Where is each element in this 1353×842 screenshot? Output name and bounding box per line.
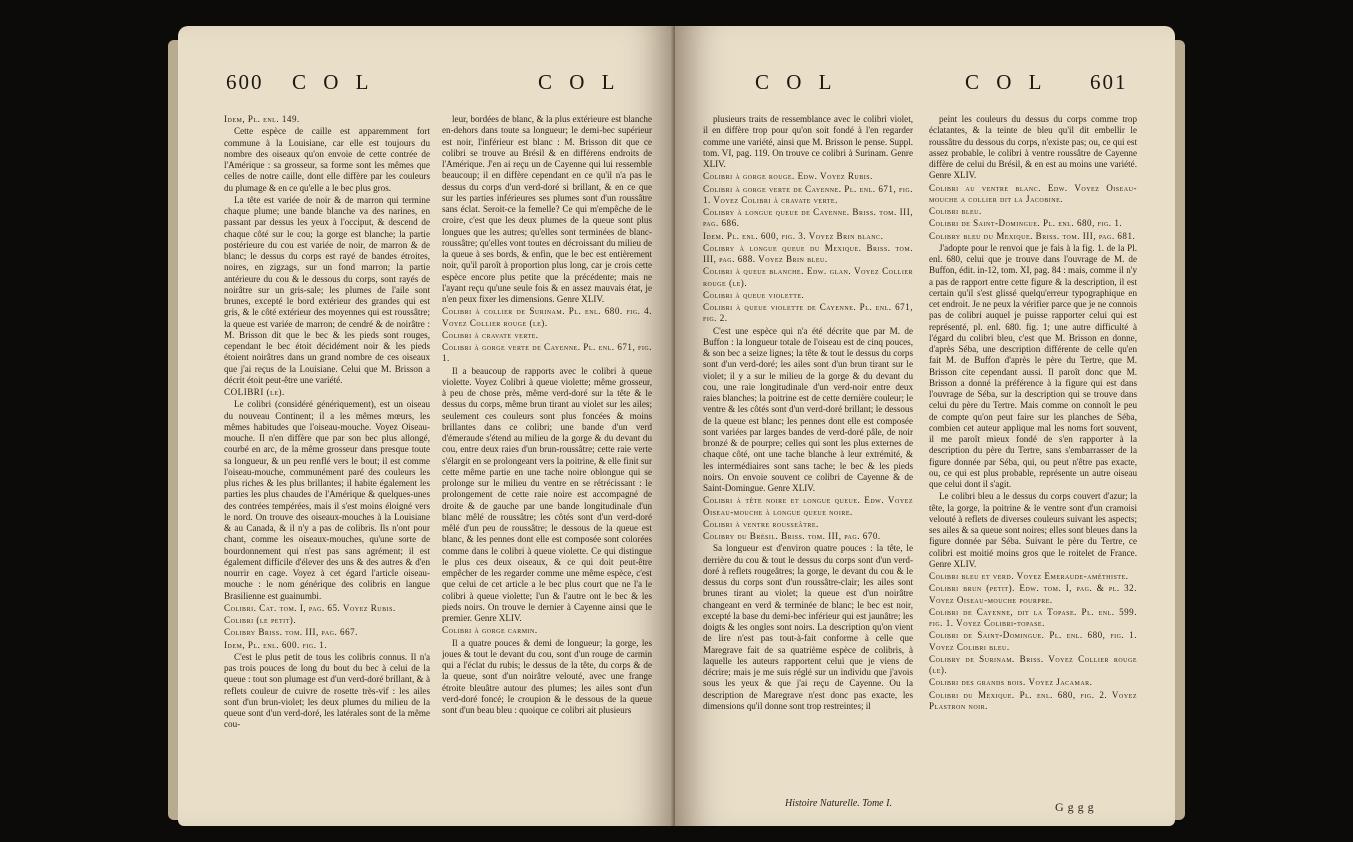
paragraph: Cette espèce de caille est apparemment fort commune à la Louisiane, car elle est toujours du nombre des oiseaux qu'on envoie de cette contrée de l'Amérique : sa grosseur, sa forme sont les mêmes que celles de notre caille, dont elle diffère par les couleurs du plumage & en ce qu'elle a le bec plus gros. — [224, 126, 430, 193]
paragraph: Colibri de Cayenne, dit la Topase. Pl. enl. 599. fig. 1. Voyez Colibri-topase. — [929, 606, 1137, 628]
paragraph: Colibry à longue queue de Cayenne. Briss. tom. III, pag. 686. — [703, 207, 913, 229]
paragraph: leur, bordées de blanc, & la plus extérieure est blanche en-dehors dans toute sa longueur; le demi-bec supérieur est noir, l'inférieur est blanc : M. Brisson dit que ce colibri se trouve au Brésil & en différens endroits de l'Amérique. J'en ai reçu un de Cayenne qui lui ressemble beaucoup; il en diffère cependant en ce qu'il n'a pas le dessus du corps d'un verd-doré si brillant, & en ce que sur les parties inférieures ses plumes sont d'un roussâtre sans éclat. Seroit-ce la femelle? Ce qui m'empêche de le croire, c'est que les deux plumes de la queue sont plus longues que les autres; qu'elles sont terminées de blanc-roussâtre; qu'elles vont toutes en décroissant du milieu de la queue à ses bords, & enfin, que le bec est entièrement noir, qu'il paroît à proportion plus long, car je crois cette espèce encore plus petite que la précédente; mais ne l'ayant reçu qu'une seule fois & en assez mauvais état, je n'en peux fixer les dimensions. Genre XLIV. — [442, 114, 652, 304]
left-running-title-2: C O L — [538, 70, 621, 94]
paragraph: Le colibri bleu a le dessus du corps couvert d'azur; la tête, la gorge, la poitrine & le ventre sont d'un cramoisi velouté à reflets de diverses couleurs suivant les aspects; ses ailes & sa queue sont noires; elles sont bleues dans la figure donnée par Séba. Suivant le père du Tertre, ce colibri est moitié moins gros que le roitelet de France. Genre XLIV. — [929, 491, 1137, 569]
paragraph: La tête est variée de noir & de marron qui termine chaque plume; une bande blanche va des narines, en passant par dessus les yeux à l'occiput, & descend de chaque côté sur le cou; la gorge est blanche; la partie postérieure du cou est variée de noir, de marron & de blanc; le dessus du corps est rayé de bandes étroites, noires, en zigzags, sur un fond marron; la partie antérieure du cou & le dessous du corps, sont rayés de noirâtre sur un gris-sale; les plumes de l'aile sont brunes, excepté le bord extérieur des grandes qui est gris, & le côté extérieur des moyennes qui est roussâtre; la queue est variée de marron; de cendré & de noirâtre : M. Brisson dit que le bec & les pieds sont rouges, cependant le bec étoit décidément noir & les pieds étoient noirâtres dans un grand nombre de ces oiseaux que j'ai reçus de la Louisiane. Celui que M. Brisson a décrit étoit peut-être une variété. — [224, 194, 430, 385]
paragraph: Colibri à queue violette. — [703, 289, 805, 300]
paragraph: Colibri à tête noire et longue queue. Edw. Voyez Oiseau-mouche à longue queue noire. — [703, 495, 913, 517]
paragraph: Colibri à queue violette de Cayenne. Pl. enl. 671, fig. 2. — [703, 302, 913, 324]
paragraph: Colibry Briss. tom. III, pag. 667. — [224, 627, 358, 638]
paragraph: Colibri à gorge verte de Cayenne. Pl. enl. 671, fig. 1. Voyez Colibri à cravate verte. — [703, 183, 913, 205]
paragraph: Colibri bleu et verd. Voyez Emeraude-améthiste. — [929, 571, 1129, 581]
paragraph: Colibri au ventre blanc. Edw. Voyez Oiseau-mouche a collier dit la Jacobine. — [929, 182, 1137, 204]
paragraph: Colibri à queue blanche. Edw. glan. Voyez Collier rouge (le). — [703, 266, 913, 288]
paragraph: Colibri (le petit). — [224, 615, 297, 625]
right-column-a — [703, 114, 913, 794]
paragraph: Colibri des grands bois. Voyez Jacamar. — [929, 677, 1093, 688]
paragraph: Sa longueur est d'environ quatre pouces : la tête, le derrière du cou & tout le dessus du corps sont d'un verd-doré à reflets rougeâtres; la gorge, le devant du cou & le dessus du corps sont d'un roussâtre-clair; les ailes sont brunes tirant au violet; la queue est d'un noirâtre changeant en verd & terminée de blanc; le bec est noir, excepté la base du demi-bec inférieur qui est jaunâtre; les doigts & les ongles sont noirs. La description qu'on vient de lire n'est pas tout-à-fait conforme à celle que Maregrave fait de sa quatrième espèce de colibris, à laquelle les auteurs rapportent celui que je viens de décrire; mais je me suis réglé sur un individu que j'avois sous les yeux & que j'ai reçu de Cayenne. Ou la description de Maregrave n'est donc pas exacte, les dimensions qu'il donne sont trop restreintes; il — [703, 543, 913, 711]
paragraph: Colibri à ventre rousseâtre. — [703, 518, 819, 529]
right-column-b — [929, 114, 1137, 794]
paragraph: Idem. Pl. enl. 600, fig. 3. Voyez Brin blanc. — [703, 230, 884, 241]
right-page — [675, 26, 1175, 826]
right-running-head — [675, 70, 1175, 100]
paragraph: Colibry à longue queue du Mexique. Briss. tom. III, pag. 688. Voyez Brin bleu. — [703, 242, 913, 264]
paragraph: peint les couleurs du dessus du corps comme trop éclatantes, & la teinte de bleu qu'il dit embellir le roussâtre du dessous du corps, n'existe pas; ou, ce qui est assez probable, le colibri à ventre roussâtre de Cayenne diffère de celui du Brésil, & en est au moins une variété. Genre XLIV. — [929, 114, 1137, 181]
paragraph: plusieurs traits de ressemblance avec le colibri violet, il en diffère trop pour qu'on soit fondé à l'en regarder comme une variété, ainsi que M. Brisson le pense. Suppl. tom. VI, pag. 119. On trouve ce colibri à Surinam. Genre XLIV. — [703, 114, 913, 169]
paragraph: COLIBRI (le). — [224, 387, 285, 397]
paragraph: Colibri à gorge verte de Cayenne. Pl. enl. 671, fig. 1. — [442, 342, 652, 364]
paragraph: Colibri à gorge rouge. Edw. Voyez Rubis. — [703, 171, 873, 182]
paragraph: Colibri du Mexique. Pl. enl. 680, fig. 2. Voyez Plastron noir. — [929, 689, 1137, 711]
paragraph: J'adopte pour le renvoi que je fais à la fig. 1. de la Pl. enl. 680, celui que je trouve dans l'ouvrage de M. de Buffon, édit. in-12, tom. XI, pag. 84 : mais, comme il n'y a pas de rapport entre cette figure & la description, il est certain qu'il s'est glissé quelqu'erreur typographique en cet endroit. Je ne peux la vérifier parce que je ne connois pas de colibri auquel je puisse rapporter celui qui est représenté, pl. enl. 680. fig. 1; une autre difficulté à l'égard du colibri bleu, c'est que M. Brisson en donne, d'après Séba, une description différente de celle qu'en fait M. de Buffon d'après le père du Tertre, que M. Brisson cite cependant aussi. Il paroît donc que M. Brisson a donné la préférence à la figure qui est dans l'ouvrage de Séba, sur la description qui se trouve dans celui du père du Tertre. Mais comme on connoît le peu de compte qu'on peut faire sur les planches de Séba, combien cet auteur applique mal les noms fort souvent, il me paroît mieux fondé de s'en rapporter à la description du père du Tertre, sans s'embarrasser de la figure donnée par Séba, qui, ou peut n'être pas exacte, ou, ce qui est plus probable, représente un autre oiseau que celui dont il s'agit. — [929, 242, 1137, 489]
paragraph: Colibri à cravate verte. — [442, 329, 539, 340]
right-page-number: 601 — [1090, 70, 1128, 94]
left-column-a — [224, 114, 430, 814]
left-column-b — [442, 114, 652, 814]
paragraph: Colibri de Saint-Domingue. Pl. enl. 680, fig. 1. Voyez Colibri bleu. — [929, 630, 1137, 652]
paragraph: Colibri de Saint-Domingue. Pl. enl. 680, fig. 1. — [929, 218, 1123, 229]
paragraph: Colibri bleu. — [929, 206, 982, 216]
right-running-title-2: C O L — [965, 70, 1048, 94]
paragraph: Colibri brun (petit). Edw. tom. I, pag. & pl. 32. Voyez Oiseau-mouche pourpre. — [929, 583, 1137, 605]
paragraph: Le colibri (considéré génériquement), est un oiseau du nouveau Continent; il a les mêmes mœurs, les mêmes habitudes que l'oiseau-mouche. Voyez Oiseau-mouche. Il n'en diffère que par son bec plus allongé, courbé en arc, de la même grosseur dans presque toute sa longueur, & un peu renflé vers le bout; il est comme l'oiseau-mouche, communément paré des couleurs les plus riches & les plus brillantes; il habite également les parties les plus chaudes de l'Amérique & quelques-unes des contrées tempérées, mais il s'est moins éloigné vers le nord. On trouve des oiseaux-mouches à la Louisiane & au Canada, & il n'y a pas de colibris. Ils n'ont pour chant, comme les oiseaux-mouches, qu'une sorte de bourdonnement qui n'est pas sans agrément; il est également difficile d'élever des uns & des autres & d'en nourrir en cage. Voyez à cet égard l'article oiseau-mouche : le nom générique des colibris en langue Brasilienne est guainumbi. — [224, 399, 430, 601]
left-page-number: 600 — [226, 70, 264, 94]
paragraph: Il a beaucoup de rapports avec le colibri à queue violette. Voyez Colibri à queue violette; même grosseur, à peu de chose près, même verd-doré sur la tête & le dessus du corps, même brun tirant au violet sur les ailes; seulement ces couleurs sont plus foncées & moins brillantes dans ce colibri; une bande d'un verd d'émeraude s'étend au milieu de la gorge & du devant du cou, entre deux raies d'un brun-roussâtre; cette raie verte s'élargit en se prolongeant vers la poitrine, & elle finit sur cette même partie en une tache noire oblongue qui se prolonge sur le milieu du ventre en se rétrécissant : le prolongement de cette raie noire est accompagné de droite & de gauche par une bande longitudinale d'un blanc mêlé de roussâtre; les côtés sont d'un verd-doré mêlé d'un peu de roussâtre; le dessous de la queue est blanc, & les pennes dont elle est composée sont colorées comme dans le colibri à queue violette. Ce qui distingue le plus ces deux oiseaux, & ce qui doit peut-être empêcher de les regarder comme une même espèce, c'est que celui de cet article a le bec plus court que ne l'a le colibri à queue violette; l'un & l'autre ont le bec & les pieds noirs. On trouve le dernier à Cayenne ainsi que le premier. Genre XLIV. — [442, 365, 652, 623]
paragraph: C'est une espèce qui n'a été décrite que par M. de Buffon : la longueur totale de l'oiseau est de cinq pouces, & son bec a seize lignes; la tête & tout le dessus du corps sont d'un verd-doré; les ailes sont d'un brun tirant sur le violet; il y a sur le milieu de la gorge & du devant du cou, une raie longitudinale d'un verd-noir entre deux raies blanches; la poitrine est de cette dernière couleur; le ventre & les côtés sont d'un verd-doré brillant; le dessous de la queue est blanc; les pennes dont elle est composée sont variées par larges bandes de verd-doré pâle, de noir bronzé & de pourpre; celles qui sont les plus externes de chaque côté, ont une tache blanche à leur extrémité, & les intermédiaires sont sans tache; le bec & les pieds noirs. On envoie souvent ce colibri de Cayenne & de Saint-Domingue. Genre XLIV. — [703, 325, 913, 493]
left-running-head — [178, 70, 675, 100]
paragraph: Colibri à gorge carmin. — [442, 625, 538, 636]
signature-mark: Gggg — [1055, 800, 1098, 814]
left-page — [178, 26, 675, 826]
left-running-title: C O L — [292, 70, 375, 94]
paragraph: Idem, Pl. enl. 600. fig. 1. — [224, 639, 328, 650]
paragraph: Colibri. Cat. tom. I, pag. 65. Voyez Rubis. — [224, 602, 396, 613]
paragraph: Colibry du Brésil. Briss. tom. III, pag. 670. — [703, 531, 881, 541]
paragraph: Colibry de Surinam. Briss. Voyez Collier rouge (le). — [929, 653, 1137, 675]
paragraph: Il a quatre pouces & demi de longueur; la gorge, les joues & tout le devant du cou, sont d'un rouge de carmin qui a l'éclat du rubis; le dessus de la tête, du corps & de la queue, sont d'un noirâtre velouté, avec une frange étroite bleuâtre autour des plumes; les ailes sont d'un verd-doré foncé; le croupion & le dessous de la queue sont d'un beau bleu : quoique ce colibri ait plusieurs — [442, 637, 652, 715]
paragraph: Colibry bleu du Mexique. Briss. tom. III, pag. 681. — [929, 230, 1136, 241]
paragraph: Idem, Pl. enl. 149. — [224, 114, 300, 124]
paragraph: Colibri à collier de Surinam. Pl. enl. 680. fig. 4. Voyez Collier rouge (le). — [442, 306, 652, 328]
page-footer: Histoire Naturelle. Tome I. — [785, 798, 892, 809]
paragraph: C'est le plus petit de tous les colibris connus. Il n'a pas trois pouces de long du bout du bec à celui de la queue : tout son plumage est d'un verd-doré brillant, & à reflets couleur de cuivre de rosette très-vif : les ailes sont d'un brun-violet; les deux plumes du milieu de la queue sont d'un verd-doré, les latérales sont de la même cou- — [224, 651, 430, 730]
right-running-title: C O L — [755, 70, 838, 94]
